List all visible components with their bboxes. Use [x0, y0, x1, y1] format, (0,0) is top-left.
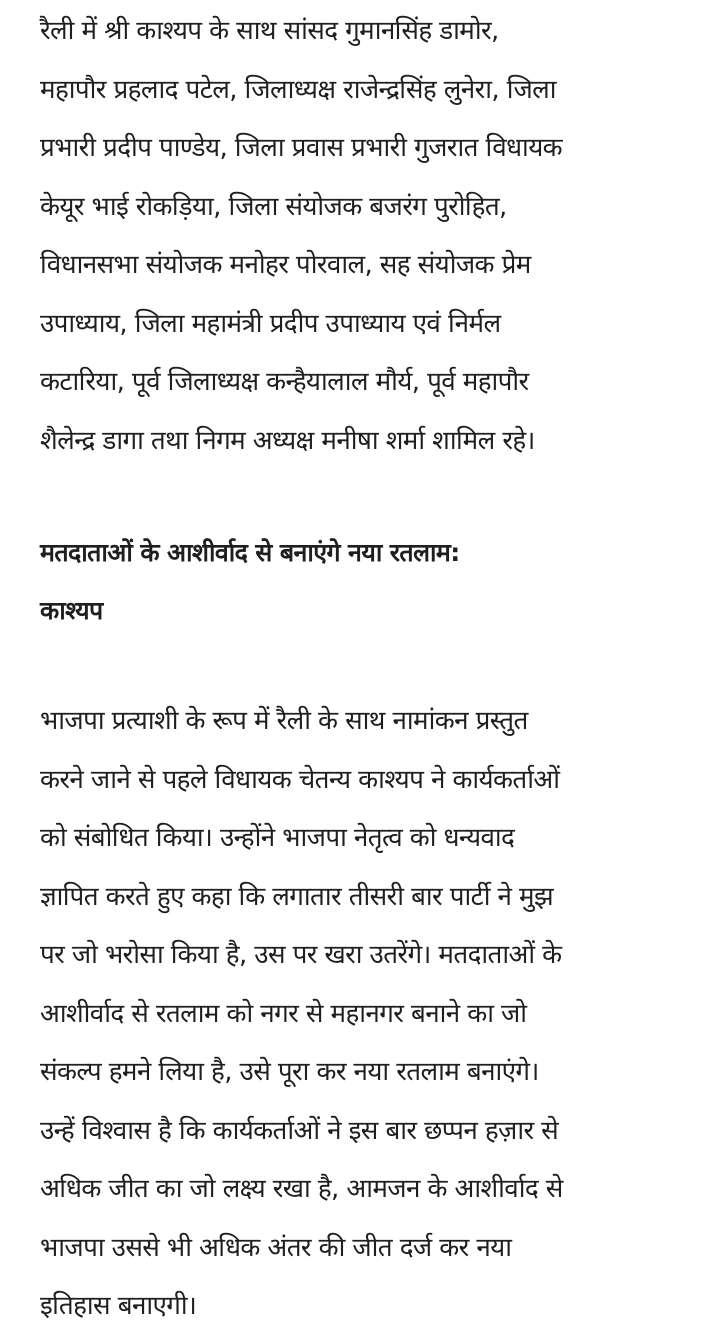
text-line: रैली में श्री काश्यप के साथ सांसद गुमानसिंह डामोर,	[40, 16, 499, 46]
section-heading	[40, 524, 680, 640]
text-line: को संबोधित किया। उन्होंने भाजपा नेतृत्व को धन्यवाद	[40, 823, 515, 853]
text-line: इतिहास बनाएगी।	[40, 1291, 197, 1321]
text-line: प्रभारी प्रदीप पाण्डेय, जिला प्रवास प्रभारी गुजरात विधायक	[40, 133, 563, 163]
text-line: पर जो भरोसा किया है, उस पर खरा उतरेंगे। मतदाताओं के	[40, 940, 562, 970]
heading-line: मतदाताओं के आशीर्वाद से बनाएंगे नया रतलाम:	[40, 538, 460, 567]
text-line: संकल्प हमने लिया है, उसे पूरा कर नया रतलाम बनाएंगे।	[40, 1057, 539, 1087]
paragraph-candidate-address	[40, 692, 680, 1336]
paragraph-rally-attendees	[40, 0, 680, 470]
text-line: भाजपा उससे भी अधिक अंतर की जीत दर्ज कर नया	[40, 1232, 512, 1263]
text-line: शैलेन्द्र डागा तथा निगम अध्यक्ष मनीषा शर्मा शामिल रहे।	[40, 425, 535, 456]
text-line: कटारिया, पूर्व जिलाध्यक्ष कन्हैयालाल मौर्य, पूर्व महापौर	[40, 367, 529, 397]
heading-line: काश्यप	[40, 596, 103, 625]
text-line: उन्हें विश्वास है कि कार्यकर्ताओं ने इस बार छप्पन हज़ार से	[40, 1115, 559, 1146]
text-line: उपाध्याय, जिला महामंत्री प्रदीप उपाध्याय एवं निर्मल	[40, 308, 501, 339]
text-line: अधिक जीत का जो लक्ष्य रखा है, आमजन के आशीर्वाद से	[40, 1174, 563, 1204]
text-line: करने जाने से पहले विधायक चेतन्य काश्यप ने कार्यकर्ताओं	[40, 764, 560, 795]
text-line: आशीर्वाद से रतलाम को नगर से महानगर बनाने का जो	[40, 998, 527, 1029]
text-line: भाजपा प्रत्याशी के रूप में रैली के साथ नामांकन प्रस्तुत	[40, 706, 528, 736]
text-line: ज्ञापित करते हुए कहा कि लगातार तीसरी बार पार्टी ने मुझ	[40, 881, 554, 912]
text-line: केयूर भाई रोकड़िया, जिला संयोजक बजरंग पुरोहित,	[40, 191, 507, 222]
text-line: महापौर प्रहलाद पटेल, जिलाध्यक्ष राजेन्द्रसिंह लुनेरा, जिला	[40, 74, 556, 105]
text-line: विधानसभा संयोजक मनोहर पोरवाल, सह संयोजक प्रेम	[40, 250, 531, 280]
